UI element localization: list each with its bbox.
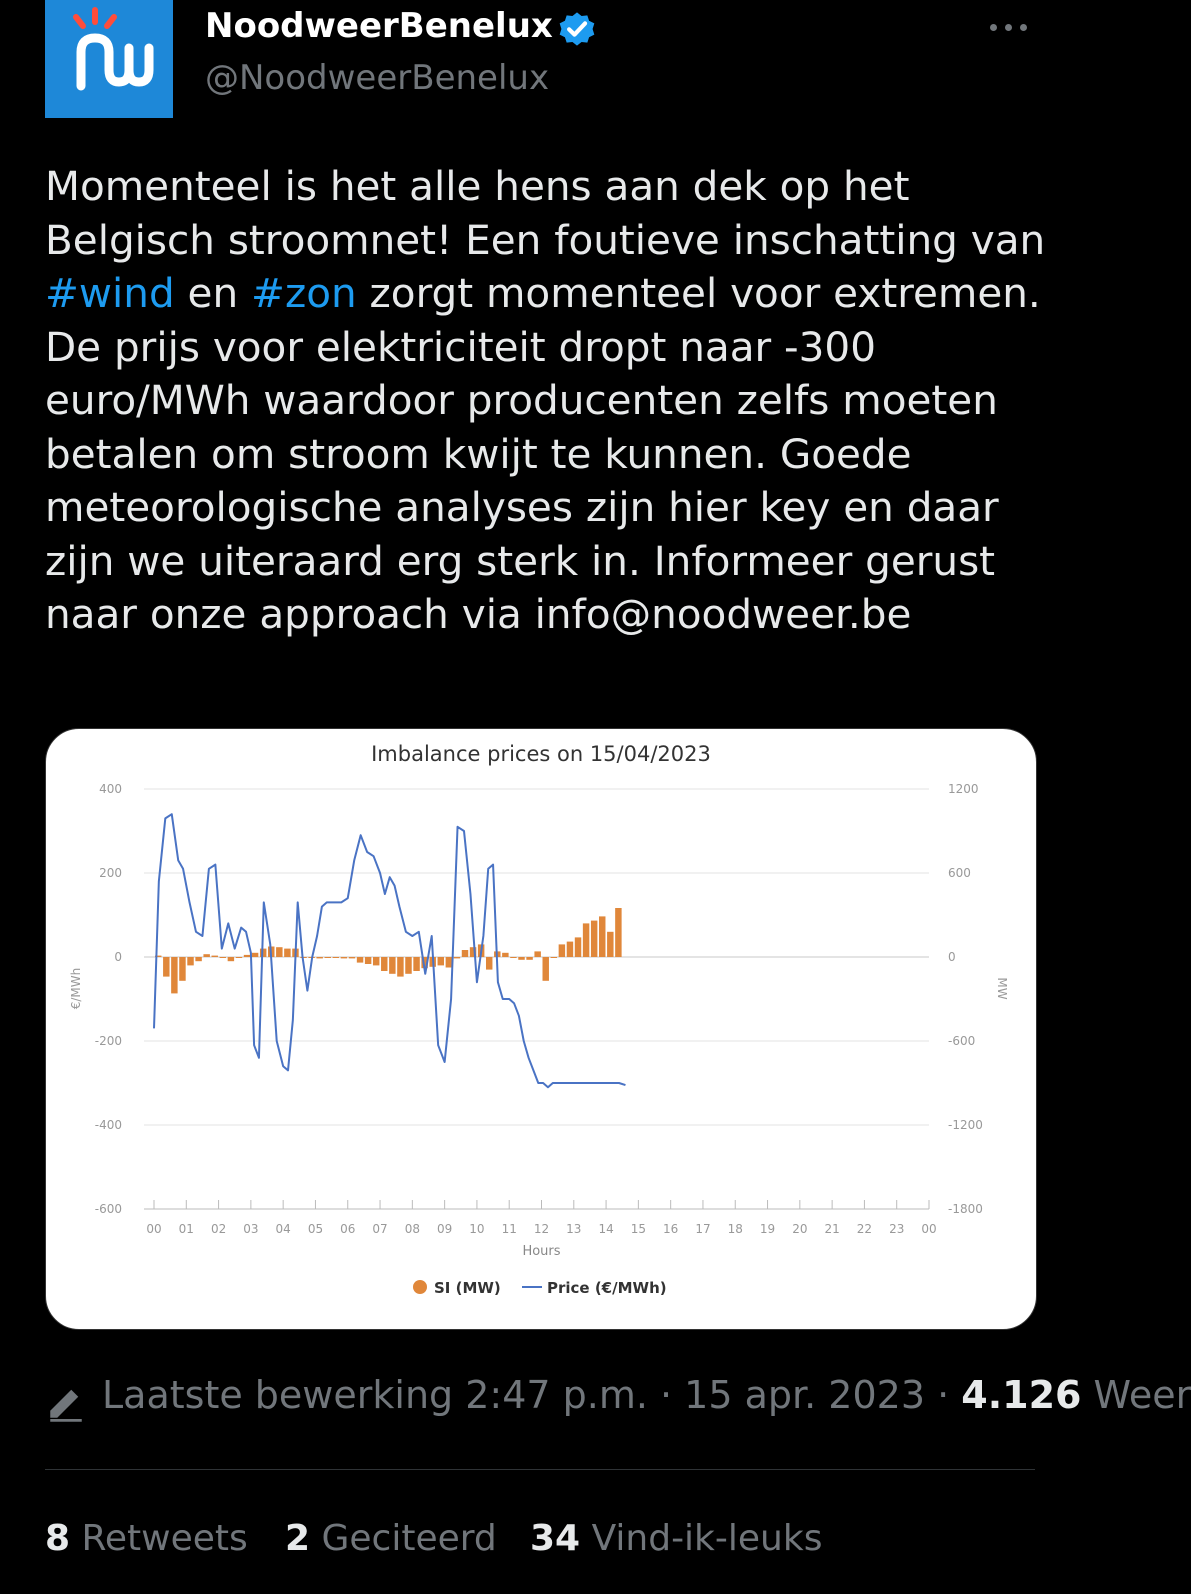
- y-right-tick-label: -600: [948, 1034, 976, 1048]
- si-bar: [228, 957, 234, 961]
- si-bar: [599, 916, 605, 957]
- si-bar: [454, 957, 460, 958]
- media-chart-image[interactable]: [45, 728, 1037, 1330]
- x-tick-label: 07: [372, 1222, 388, 1236]
- si-bar: [325, 957, 331, 958]
- x-tick-label: 04: [275, 1222, 291, 1236]
- retweets-stat[interactable]: [45, 1518, 248, 1559]
- si-bar: [591, 921, 597, 957]
- price-line: [154, 814, 625, 1087]
- tweet-text-part: Momenteel is het alle hens aan dek op het Belgisch stroomnet! Een foutieve inschatting van: [45, 162, 1046, 264]
- author-name[interactable]: NoodweerBenelux: [205, 6, 553, 46]
- x-tick-label: 16: [663, 1222, 679, 1236]
- si-bar: [502, 953, 508, 957]
- x-tick-label: 22: [856, 1222, 873, 1236]
- y-left-tick-label: 200: [99, 866, 122, 880]
- tweet-text: [45, 160, 1050, 642]
- si-bar: [551, 957, 557, 958]
- likes-label: Vind-ik-leuks: [591, 1518, 823, 1559]
- divider: [45, 1469, 1035, 1470]
- si-bar: [405, 957, 411, 974]
- si-bar: [543, 957, 549, 981]
- retweets-label: Retweets: [81, 1518, 248, 1559]
- x-tick-label: 19: [759, 1222, 776, 1236]
- si-bar: [583, 923, 589, 957]
- si-bar: [357, 957, 363, 963]
- author-handle[interactable]: @NoodweerBenelux: [205, 58, 550, 98]
- legend-si-marker: [413, 1280, 427, 1294]
- si-bar: [333, 957, 339, 958]
- x-tick-label: 20: [792, 1222, 808, 1236]
- x-tick-label: 14: [598, 1222, 614, 1236]
- x-tick-label: 23: [889, 1222, 905, 1236]
- x-tick-label: 01: [178, 1222, 194, 1236]
- imbalance-chart: [46, 729, 1036, 1329]
- x-tick-label: 00: [921, 1222, 937, 1236]
- likes-count: 34: [530, 1518, 581, 1559]
- legend-price-label: Price (€/MWh): [547, 1279, 667, 1297]
- legend-si-label: SI (MW): [434, 1279, 501, 1297]
- avatar[interactable]: [45, 0, 173, 118]
- y-left-axis-label: €/MWh: [69, 967, 83, 1010]
- si-bar: [244, 955, 250, 957]
- y-left-tick-label: -200: [94, 1034, 122, 1048]
- si-bar: [203, 954, 209, 957]
- verified-badge-icon: [556, 8, 598, 50]
- y-left-tick-label: 400: [99, 782, 122, 796]
- x-tick-label: 17: [695, 1222, 711, 1236]
- y-right-tick-label: -1200: [948, 1118, 983, 1132]
- x-tick-label: 06: [340, 1222, 356, 1236]
- y-right-tick-label: -1800: [948, 1202, 983, 1216]
- chart-title: Imbalance prices on 15/04/2023: [371, 742, 711, 766]
- retweets-count: 8: [45, 1518, 71, 1559]
- y-left-tick-label: 0: [114, 950, 122, 964]
- si-bar: [212, 956, 218, 957]
- si-bar: [575, 937, 581, 957]
- si-bar: [195, 957, 201, 961]
- si-bar: [316, 957, 322, 958]
- x-tick-label: 05: [307, 1222, 324, 1236]
- y-right-tick-label: 0: [948, 950, 956, 964]
- quotes-stat[interactable]: [285, 1518, 497, 1559]
- si-bar: [534, 951, 540, 957]
- x-tick-label: 21: [824, 1222, 840, 1236]
- likes-stat[interactable]: [530, 1518, 822, 1559]
- si-bar: [446, 957, 452, 968]
- views-label: Weer: [1093, 1373, 1191, 1417]
- tweet-text-part: zorgt momenteel voor extremen. De prijs voor elektriciteit dropt naar -300 euro/MWh waardoor producenten zelfs moeten betalen om stroom kwijt te kunnen. Goede meteorologische analyses zijn hier key en daar zijn we uiteraard erg sterk in. Informeer gerust naar onze approach via info@noodweer.be: [45, 269, 1041, 638]
- si-bar: [607, 932, 613, 957]
- y-right-axis-label: MW: [995, 977, 1009, 1000]
- hashtag-wind-link[interactable]: #wind: [45, 269, 175, 317]
- x-tick-label: 18: [727, 1222, 743, 1236]
- x-tick-label: 02: [210, 1222, 227, 1236]
- edit-timestamp[interactable]: Laatste bewerking 2:47 p.m. · 15 apr. 2023 ·: [102, 1373, 962, 1417]
- tweet-meta: [102, 1373, 1191, 1417]
- si-bar: [486, 957, 492, 970]
- edit-pencil-icon: [45, 1381, 87, 1423]
- si-bar: [284, 949, 290, 957]
- x-tick-label: 13: [566, 1222, 582, 1236]
- y-left-tick-label: -600: [94, 1202, 122, 1216]
- hashtag-zon-link[interactable]: #zon: [251, 269, 357, 317]
- x-tick-label: 00: [146, 1222, 162, 1236]
- x-tick-label: 03: [243, 1222, 259, 1236]
- tweet-text-part: en: [174, 269, 252, 317]
- si-bar: [381, 957, 387, 971]
- si-bar: [179, 957, 185, 981]
- si-bar: [462, 950, 468, 957]
- y-right-tick-label: 600: [948, 866, 971, 880]
- x-tick-label: 10: [469, 1222, 485, 1236]
- si-bar: [373, 957, 379, 965]
- views-count: 4.126: [961, 1373, 1082, 1417]
- si-bar: [252, 953, 258, 957]
- si-bar: [413, 957, 419, 971]
- si-bar: [341, 957, 347, 958]
- si-bar: [397, 957, 403, 977]
- si-bar: [438, 957, 444, 965]
- x-tick-label: 11: [501, 1222, 517, 1236]
- si-bar: [171, 957, 177, 993]
- quotes-label: Geciteerd: [321, 1518, 497, 1559]
- si-bar: [615, 908, 621, 957]
- si-bar: [365, 957, 371, 964]
- x-tick-label: 09: [436, 1222, 453, 1236]
- quotes-count: 2: [285, 1518, 311, 1559]
- y-right-tick-label: 1200: [948, 782, 979, 796]
- y-left-tick-label: -400: [94, 1118, 122, 1132]
- si-bar: [187, 957, 193, 965]
- x-tick-label: 15: [630, 1222, 647, 1236]
- x-axis-label: Hours: [522, 1244, 561, 1259]
- si-bar: [559, 944, 565, 957]
- noodweer-logo-icon: [45, 0, 173, 118]
- si-bar: [163, 957, 169, 977]
- si-bar: [236, 957, 242, 958]
- si-bar: [510, 957, 516, 958]
- x-tick-label: 12: [533, 1222, 550, 1236]
- more-options-icon[interactable]: [990, 8, 1034, 44]
- si-bar: [518, 957, 524, 960]
- si-bar: [526, 957, 532, 960]
- si-bar: [276, 947, 282, 957]
- si-bar: [567, 942, 573, 957]
- si-bar: [220, 957, 226, 958]
- si-bar: [389, 957, 395, 974]
- si-bar: [349, 957, 355, 958]
- x-tick-label: 08: [404, 1222, 420, 1236]
